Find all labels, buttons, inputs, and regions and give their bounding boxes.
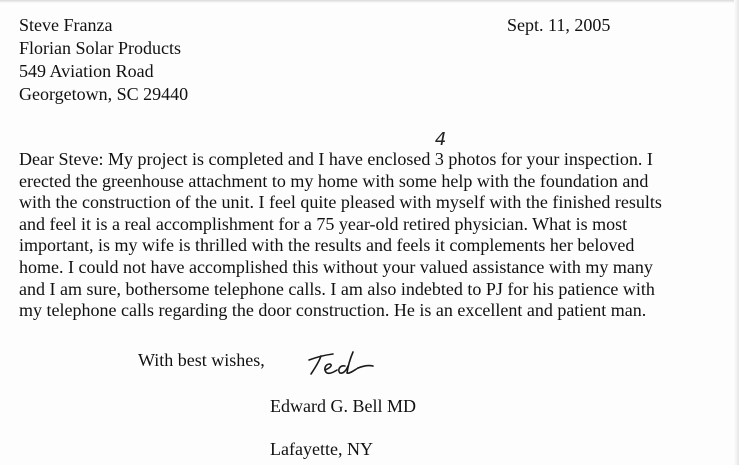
body-line-6: home. I could not have accomplished this without your valued assistance with my many (19, 256, 653, 277)
address-line-company: Florian Solar Products (19, 38, 181, 58)
body-line-5: important, is my wife is thrilled with the results and feels it complements her beloved (19, 235, 635, 256)
address-line-name: Steve Franza (19, 15, 113, 35)
original-photo-count: 3 (434, 149, 444, 169)
signer-name: Edward G. Bell MD (270, 396, 416, 416)
letter-date: Sept. 11, 2005 (507, 15, 611, 35)
handwritten-signature (303, 346, 383, 387)
photo-count-correction (434, 129, 447, 171)
signature-ted-drawing (303, 346, 383, 382)
body-line-1 (19, 129, 731, 171)
body-line-2: erected the greenhouse attachment to my home with some help with the foundation and (19, 170, 649, 191)
handwritten-correction: 4 (434, 129, 447, 150)
signer-location: Lafayette, NY (270, 439, 373, 459)
address-line-city: Georgetown, SC 29440 (19, 84, 189, 104)
scan-edge-right (734, 0, 739, 465)
body-line-7: and I am sure, bothersome telephone calls. I am also indebted to PJ for his patience with (19, 278, 655, 299)
closing-phrase: With best wishes, (138, 350, 265, 370)
address-line-street: 549 Aviation Road (19, 61, 154, 81)
body-line-8: my telephone calls regarding the door construction. He is an excellent and patient man. (19, 300, 647, 321)
body-line-1-start: Dear Steve: My project is completed and I have enclosed (19, 149, 435, 169)
recipient-address (19, 14, 188, 106)
body-line-3: with the construction of the unit. I feel quite pleased with myself with the finished results (19, 192, 662, 213)
letter-body (19, 129, 731, 322)
body-line-4: and feel it is a real accomplishment for a 75 year-old retired physician. What is most (19, 213, 628, 234)
body-line-1-end: photos for your inspection. I (443, 149, 653, 169)
scan-edge-top (0, 0, 739, 3)
